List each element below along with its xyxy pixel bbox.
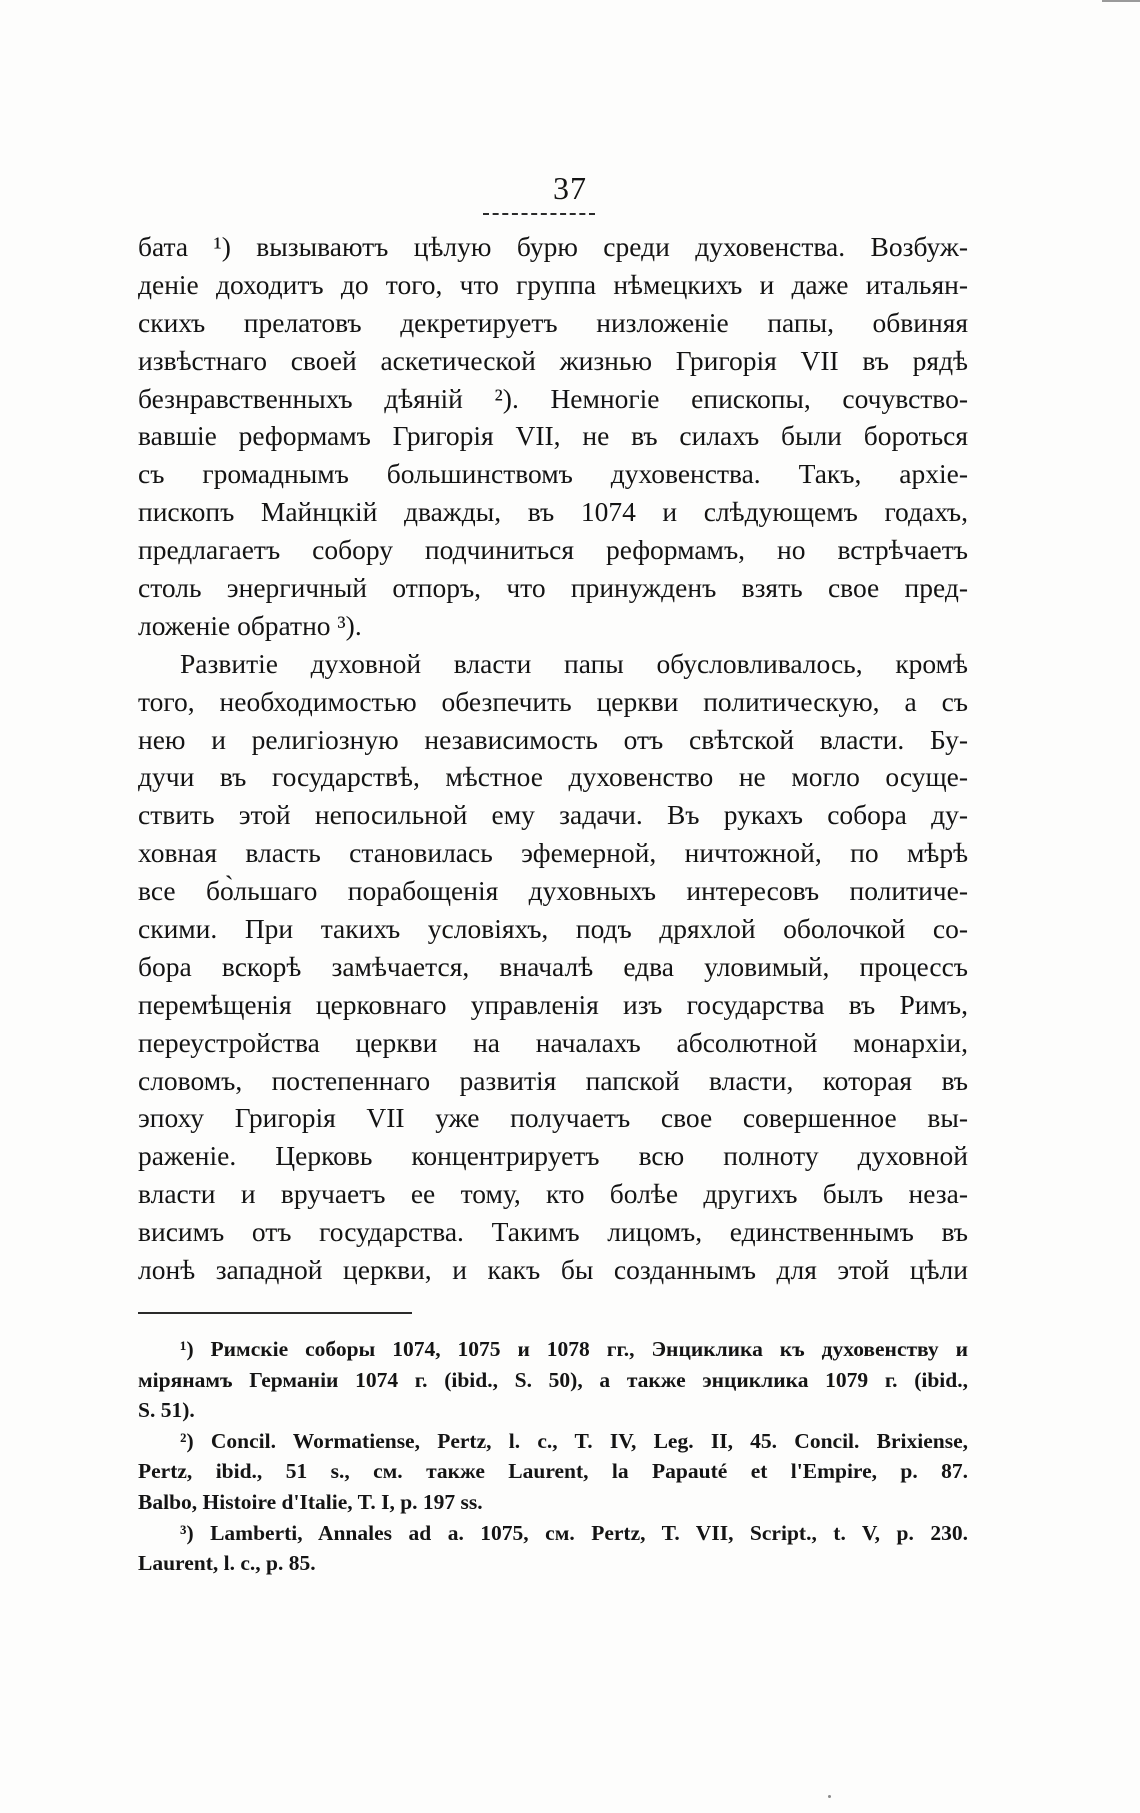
text-line: вавшiе реформамъ Григорiя VII, не въ силахъ были бороться bbox=[138, 420, 968, 452]
text-line: все бо̀льшаго порабощенiя духовныхъ интересовъ политиче- bbox=[138, 875, 968, 907]
text-line: съ громаднымъ большинствомъ духовенства. Такъ, архiе- bbox=[138, 458, 968, 490]
text-line: висимъ отъ государства. Такимъ лицомъ, единственнымъ въ bbox=[138, 1216, 968, 1248]
text-line: переустройства церкви на началахъ абсолютной монархiи, bbox=[138, 1026, 968, 1058]
footnote-1: ¹) Римскiе соборы 1074, 1075 и 1078 гг., Энциклика къ духовенству и bbox=[180, 1337, 968, 1361]
text-line: извѣстнаго своей аскетической жизнью Григорiя VII въ рядѣ bbox=[138, 344, 968, 376]
text-line: скихъ прелатовъ декретируетъ низложенiе папы, обвиняя bbox=[138, 306, 968, 338]
footnote-line: мiрянамъ Германiи 1074 г. (ibid., S. 50), а также энциклика 1079 г. (ibid., bbox=[138, 1367, 968, 1392]
footnote-line: Laurent, l. c., p. 85. bbox=[138, 1551, 316, 1576]
text-line: пископъ Майнцкiй дважды, въ 1074 и слѣдующемъ годахъ, bbox=[138, 496, 968, 528]
footnote-separator bbox=[138, 1312, 412, 1314]
footnote-3: ³) Lamberti, Annales ad a. 1075, см. Pertz, T. VII, Script., t. V, p. 230. bbox=[180, 1520, 968, 1545]
paragraph-end-line: ложенiе обратно ³). bbox=[138, 609, 362, 641]
footnote-2: ²) Concil. Wormatiense, Pertz, l. c., T. IV, Leg. II, 45. Concil. Brixiense, bbox=[180, 1428, 968, 1453]
scan-speck bbox=[828, 1795, 831, 1798]
page-number-rule bbox=[483, 213, 595, 215]
footnotes bbox=[138, 1334, 968, 1579]
text-line: столь энергичный отпоръ, что принужденъ взять свое пред- bbox=[138, 572, 968, 604]
text-line: дучи въ государствѣ, мѣстное духовенство не могло осуще- bbox=[138, 761, 968, 793]
text-line: денiе доходитъ до того, что группа нѣмецкихъ и даже итальян- bbox=[138, 268, 968, 300]
text-line: эпоху Григорiя VII уже получаетъ свое совершенное вы- bbox=[138, 1102, 968, 1134]
main-text bbox=[138, 228, 968, 1289]
text-line: власти и вручаетъ ее тому, кто болѣе другихъ былъ неза- bbox=[138, 1178, 968, 1210]
text-line: скими. При такихъ условiяхъ, подъ дряхлой оболочкой со- bbox=[138, 913, 968, 945]
text-line: нею и религiозную независимость отъ свѣтской власти. Бу- bbox=[138, 723, 968, 755]
text-line: предлагаетъ собору подчиниться реформамъ, но встрѣчаетъ bbox=[138, 534, 968, 566]
text-line: ховная власть становилась эфемерной, ничтожной, по мѣрѣ bbox=[138, 837, 968, 869]
footnote-line: Balbo, Histoire d'Italie, T. I, p. 197 ss. bbox=[138, 1489, 483, 1514]
text-line: ствить этой непосильной ему задачи. Въ рукахъ собора ду- bbox=[138, 799, 968, 831]
page-number: 37 bbox=[553, 170, 587, 206]
text-line: бора вскорѣ замѣчается, вначалѣ едва уловимый, процессъ bbox=[138, 950, 968, 982]
text-line: бата ¹) вызываютъ цѣлую бурю среди духовенства. Возбуж- bbox=[138, 231, 968, 262]
footnote-line: Pertz, ibid., 51 s., см. также Laurent, la Papauté et l'Empire, p. 87. bbox=[138, 1459, 968, 1484]
paragraph-first-line: Развитiе духовной власти папы обусловливалось, кромѣ bbox=[180, 647, 968, 679]
text-line: того, необходимостью обезпечить церкви политическую, а съ bbox=[138, 685, 968, 717]
text-line: перемѣщенiя церковнаго управленiя изъ государства въ Римъ, bbox=[138, 988, 968, 1020]
text-line: безнравственныхъ дѣянiй ²). Немногiе епископы, сочувство- bbox=[138, 382, 968, 414]
text-line: раженiе. Церковь концентрируетъ всю полноту духовной bbox=[138, 1140, 968, 1172]
text-line: словомъ, постепеннаго развитiя папской власти, которая въ bbox=[138, 1064, 968, 1096]
scan-edge-mark bbox=[1102, 0, 1140, 8]
text-line: лонѣ западной церкви, и какъ бы созданнымъ для этой цѣли bbox=[138, 1254, 968, 1286]
footnote-line: S. 51). bbox=[138, 1398, 195, 1423]
